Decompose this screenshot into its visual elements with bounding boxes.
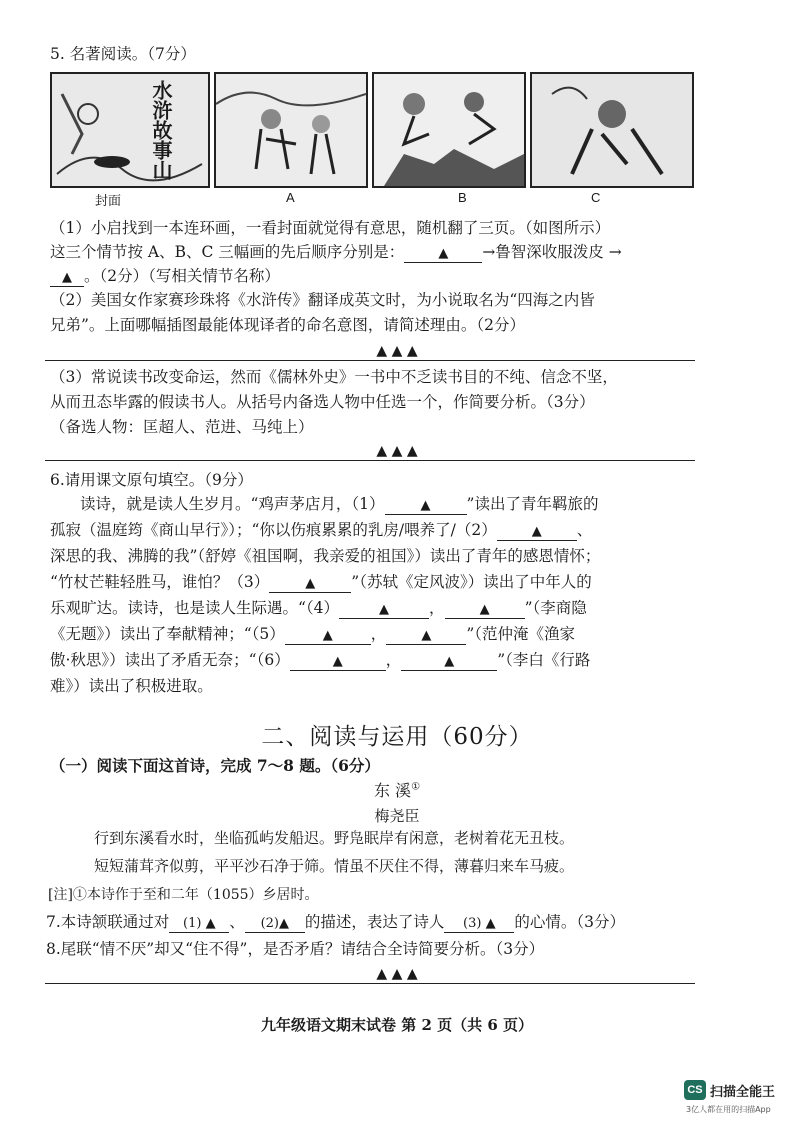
illustration-b-drawing: [374, 74, 524, 186]
section-subheading: （一）阅读下面这首诗，完成 7～8 题。（6分）: [50, 756, 380, 775]
caption-cover: 封面: [95, 193, 122, 208]
q6-text: 乐观旷达。读诗，也是读人生际遇。“（4）: [50, 599, 340, 617]
illustration-a-drawing: [216, 74, 366, 186]
watermark-tagline: 3亿人都在用的扫描App: [686, 1105, 771, 1114]
answer-blank-4b[interactable]: [445, 600, 525, 619]
answer-marker: ▲: [421, 628, 432, 643]
q6-line5: [50, 598, 587, 619]
cover-drawing: [52, 74, 208, 186]
q6-text: ，: [429, 599, 445, 617]
q6-text: “竹杖芒鞋轻胜马，谁怕？（3）: [50, 573, 270, 591]
q7-text: 的心情。（3分）: [514, 913, 625, 931]
q6-text: ”读出了青年羁旅的: [466, 495, 599, 513]
answer-area-q5-3[interactable]: ▲ ▲ ▲: [376, 443, 418, 459]
answer-blank-q7-3[interactable]: (3) ▲: [444, 916, 514, 933]
poem-line-2: 短短蒲茸齐似剪，平平沙石净于筛。情虽不厌住不得，薄暮归来车马疲。: [94, 857, 575, 875]
answer-marker: ▲: [379, 602, 390, 617]
q5-p3-line2: 从而丑态毕露的假读书人。从括号内备选人物中任选一个，作简要分析。（3分）: [50, 393, 595, 411]
q5-p1-text-a: 这三个情节按 A、B、C 三幅画的先后顺序分别是：: [50, 243, 405, 261]
q6-text: ”（李白《行路: [497, 651, 591, 669]
answer-marker: ▲: [479, 602, 490, 617]
poem-title-text: 东 溪: [373, 781, 412, 800]
q6-line7: [50, 650, 590, 671]
q5-p2-line2: 兄弟”。上面哪幅插图最能体现译者的命名意图，请简述理由。（2分）: [50, 316, 526, 334]
answer-blank-6a[interactable]: [290, 652, 386, 671]
poem-title: [0, 778, 794, 801]
q6-text: ，: [370, 625, 387, 643]
illustration-c: [530, 72, 694, 188]
scanner-watermark: [684, 1080, 789, 1116]
illustration-b: [372, 72, 526, 188]
q6-text: ”（范仲淹《渔家: [466, 625, 575, 643]
q5-p1-line2: [50, 242, 622, 263]
watermark-brand: 扫描全能王: [710, 1085, 776, 1100]
q5-p3-line1: （3）常说读书改变命运，然而《儒林外史》一书中不乏读书目的不纯、信念不坚，: [50, 368, 618, 386]
q6-text: 傲·秋思》）读出了矛盾无奈；“（6）: [50, 651, 290, 669]
caption-b: B: [458, 190, 467, 205]
q7-text: 的描述，表达了诗人: [304, 913, 445, 931]
caption-c: C: [591, 190, 601, 205]
q6-text: 孤寂（温庭筠《商山早行》）；“你以伤痕累累的乳房/喂养了/（2）: [50, 521, 497, 539]
q5-p3-line3: （备选人物：匡超人、范进、马纯上）: [50, 418, 314, 436]
q6-line1: [80, 494, 598, 515]
illustration-c-drawing: [532, 74, 692, 186]
cover-illustration: [50, 72, 210, 188]
q6-line2: [50, 520, 592, 541]
poem-author: 梅尧臣: [374, 807, 420, 825]
answer-area-q8[interactable]: ▲ ▲ ▲: [376, 966, 418, 982]
answer-line: [45, 460, 695, 461]
answer-blank-5a[interactable]: [285, 626, 371, 645]
poem-line-1: 行到东溪看水时，坐临孤屿发船迟。野凫眠岸有闲意，老树着花无丑枝。: [94, 829, 575, 847]
caption-a: A: [286, 190, 295, 205]
poem-note: [注]①本诗作于至和二年（1055）乡居时。: [48, 887, 319, 903]
answer-marker: ▲: [305, 576, 316, 591]
q6-line6: [50, 624, 575, 645]
q6-line8: 难》）读出了积极进取。: [50, 677, 213, 695]
illustration-a: [214, 72, 368, 188]
q7-text: 7.本诗颔联通过对: [46, 913, 170, 931]
q6-line3: 深思的我、沸腾的我”（舒婷《祖国啊，我亲爱的祖国》）读出了青年的感恩情怀；: [50, 547, 601, 565]
answer-blank-3[interactable]: [269, 574, 351, 593]
answer-marker: ▲: [438, 246, 449, 261]
section-heading: 二、阅读与运用（60分）: [261, 724, 533, 750]
answer-marker: ▲: [531, 524, 542, 539]
q8: 8.尾联“情不厌”却又“住不得”，是否矛盾？请结合全诗简要分析。（3分）: [46, 940, 545, 958]
answer-blank-2[interactable]: [497, 522, 577, 541]
answer-blank-plot-c[interactable]: [50, 268, 84, 287]
q7: [46, 912, 625, 933]
answer-blank-5b[interactable]: [386, 626, 466, 645]
cover-title: 水浒故事山: [149, 80, 173, 180]
q5-p1-line3: [50, 266, 280, 287]
answer-marker: ▲: [444, 654, 455, 669]
q6-text: ，: [385, 651, 402, 669]
q6-text: 读诗，就是读人生岁月。“鸡声茅店月，（1）: [80, 495, 385, 513]
answer-line: [45, 360, 695, 361]
q5-p2-line1: （2）美国女作家赛珍珠将《水浒传》翻译成英文时，为小说取名为“四海之内皆: [50, 291, 595, 309]
q5-p1-text-b: →鲁智深收服泼皮 →: [482, 243, 622, 261]
answer-marker: ▲: [322, 628, 333, 643]
note-marker: ①: [411, 781, 421, 793]
answer-blank-plot-a[interactable]: [404, 244, 482, 263]
q6-text: 、: [576, 521, 593, 539]
answer-line: [45, 983, 695, 984]
q6-line4: [50, 572, 592, 593]
answer-blank-q7-1[interactable]: (1) ▲: [169, 916, 229, 933]
answer-marker: ▲: [420, 498, 431, 513]
q6-title: 6.请用课文原句填空。（9分）: [50, 471, 253, 489]
page-footer: 九年级语文期末试卷 第 2 页（共 6 页）: [261, 1016, 533, 1034]
answer-marker: ▲: [332, 654, 343, 669]
q7-sep: 、: [229, 913, 245, 931]
answer-area-q5-2[interactable]: ▲ ▲ ▲: [376, 343, 418, 359]
cs-logo-icon: CS: [684, 1080, 706, 1100]
q6-text: 《无题》）读出了奉献精神；“（5）: [50, 625, 285, 643]
q5-p1-text-c: 。（2分）（写相关情节名称）: [84, 267, 280, 285]
q5-title: 5. 名著阅读。（7分）: [50, 45, 196, 63]
q6-text: ”（李商隐: [524, 599, 587, 617]
q5-p1-line1: （1）小启找到一本连环画，一看封面就觉得有意思，随机翻了三页。（如图所示）: [50, 219, 611, 237]
q6-text: ”（苏轼《定风波》）读出了中年人的: [351, 573, 592, 591]
answer-blank-1[interactable]: [385, 496, 467, 515]
answer-marker: ▲: [62, 270, 72, 285]
answer-blank-q7-2[interactable]: (2)▲: [245, 916, 305, 933]
answer-blank-4a[interactable]: [339, 600, 429, 619]
answer-blank-6b[interactable]: [401, 652, 497, 671]
